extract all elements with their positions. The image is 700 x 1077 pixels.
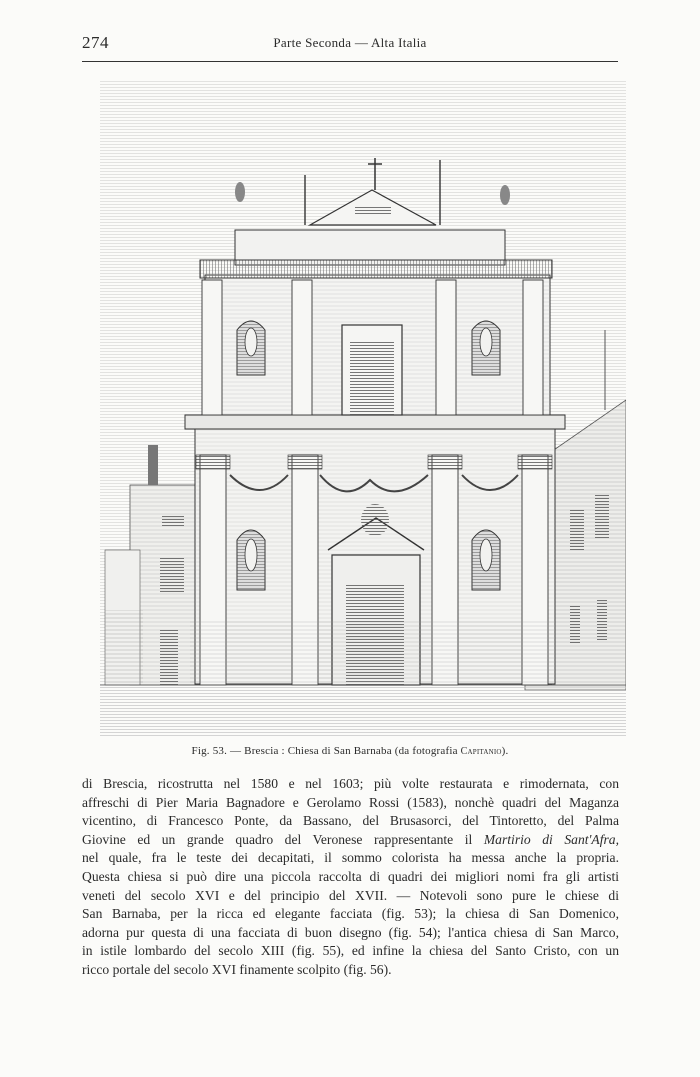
text-line-with-title: [82, 831, 619, 850]
text-line: vicentino, di Francesco Ponte, da Bassano, del Brusasorci, del Tintoretto, del Palma: [82, 813, 619, 829]
text-line: San Barnaba, per la ricca ed elegante facciata (fig. 53); la chiesa di San Domenico,: [82, 906, 619, 922]
text-line: affreschi di Pier Maria Bagnadore e Gerolamo Rossi (1583), nonchè quadri del Maganza: [82, 794, 619, 810]
church-facade-engraving: [100, 80, 626, 737]
page-number: 274: [82, 33, 109, 52]
text-line: in istile lombardo del secolo XIII (fig. 55), ed infine la chiesa del Santo Cristo, con un: [82, 943, 619, 959]
text-line: nel quale, fra le teste dei decapitati, il sommo colorista ha messa anche la propria.: [82, 850, 619, 866]
figure-illustration: [100, 80, 626, 737]
page-header: [82, 33, 618, 55]
caption-credit: Capitanio: [460, 746, 502, 757]
body-text: [82, 775, 619, 980]
caption-suffix: ).: [501, 745, 509, 757]
text-line: veneti del secolo XVI e del principio del XVII. — Notevoli sono pure le chiese di: [82, 887, 619, 903]
text-line: Giovine ed un grande quadro del Veronese rappresentante il: [82, 831, 484, 847]
text-line: Questa chiesa si può dire una piccola raccolta di quadri dei migliori nomi fra gli artisti: [82, 868, 619, 884]
text-line: adorna pur questa di una facciata di buon disegno (fig. 54); l'antica chiesa di San Marco,: [82, 924, 619, 940]
running-head: Parte Seconda — Alta Italia: [273, 35, 427, 50]
header-rule: [82, 61, 618, 62]
text-line: di Brescia, ricostrutta nel 1580 e nel 1603; più volte restaurata e rimodernata, con: [82, 776, 619, 791]
text-line: ricco portale del secolo XVI finamente scolpito (fig. 56).: [82, 961, 392, 977]
figure-caption: [82, 745, 618, 757]
italic-title: Martirio di Sant'Afra,: [483, 831, 619, 847]
caption-text: Fig. 53. — Brescia : Chiesa di San Barnaba (da fotografia: [191, 745, 461, 757]
